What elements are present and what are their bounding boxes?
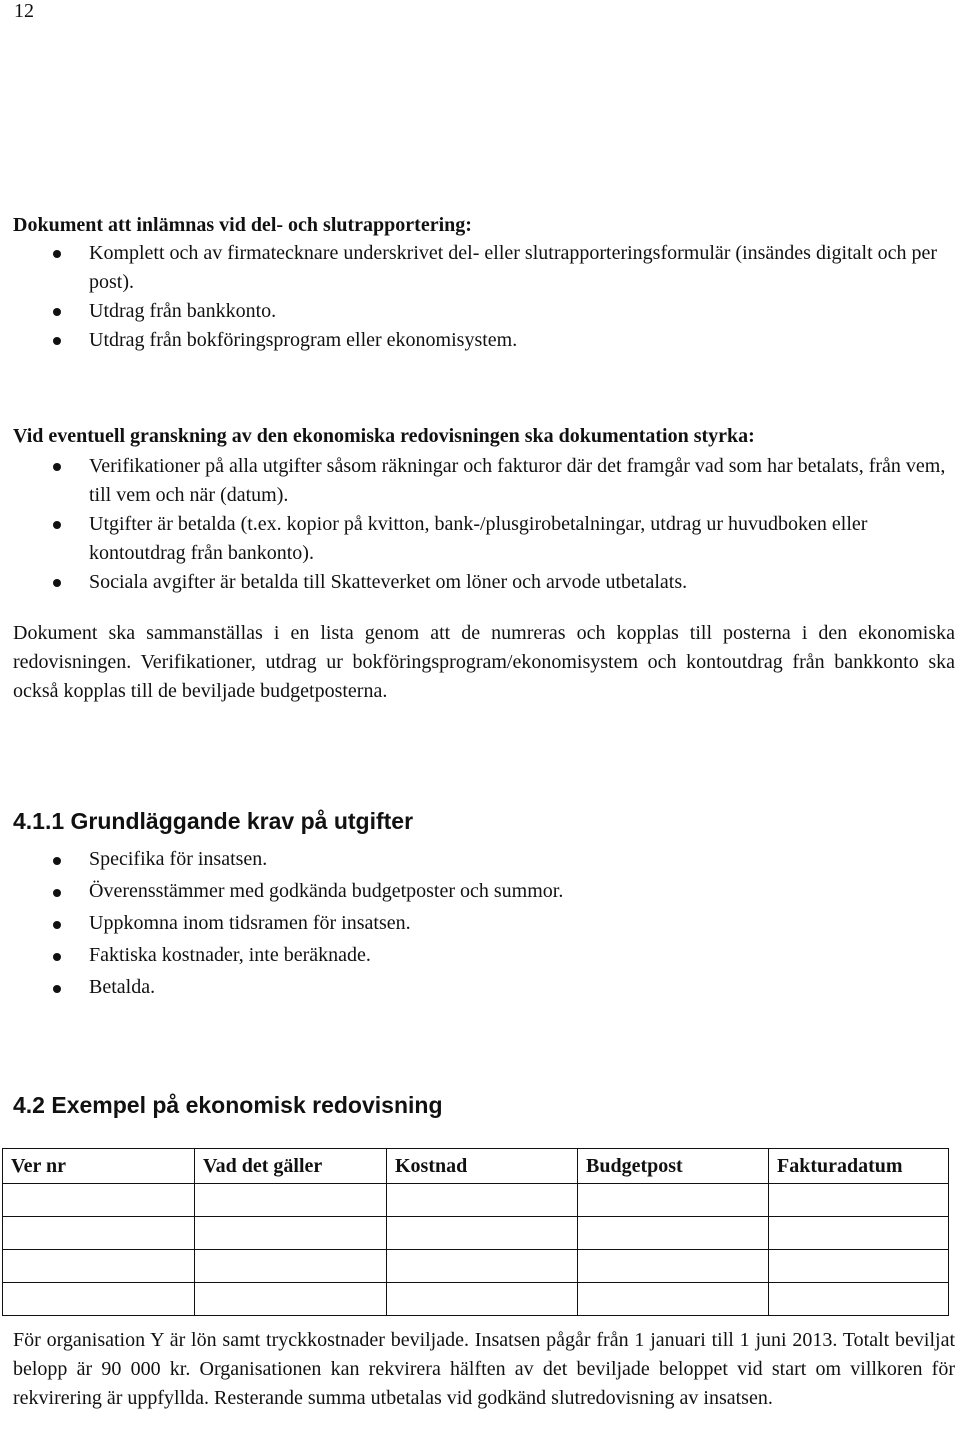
list-item: [13, 510, 955, 568]
list-item-text: Verifikationer på alla utgifter såsom räkningar och fakturor där det framgår vad som har betalats, från vem, till vem och när (datum).: [89, 455, 946, 506]
table-cell: [578, 1184, 769, 1217]
bullet-icon: [53, 889, 61, 897]
bullet-icon: [53, 337, 61, 345]
review-section: [13, 424, 955, 706]
review-list: [13, 452, 955, 597]
bullet-icon: [53, 463, 61, 471]
column-header: Fakturadatum: [769, 1149, 949, 1184]
list-item-text: Komplett och av firmatecknare underskrivet del- eller slutrapporteringsformulär (insändes digitalt och per post).: [89, 242, 938, 293]
bullet-icon: [53, 985, 61, 993]
bullet-icon: [53, 953, 61, 961]
list-item-text: Specifika för insatsen.: [89, 848, 268, 870]
table-cell: [578, 1217, 769, 1250]
column-header: Ver nr: [3, 1149, 195, 1184]
list-item: [13, 568, 955, 597]
docs-heading: Dokument att inlämnas vid del- och slutrapportering:: [13, 214, 472, 236]
list-item: [13, 846, 955, 873]
table-cell: [578, 1250, 769, 1283]
bullet-icon: [53, 308, 61, 316]
table-header-row: [3, 1149, 949, 1184]
example-paragraph-wrap: [13, 1326, 955, 1413]
list-item-text: Överensstämmer med godkända budgetposter och summor.: [89, 880, 564, 902]
docs-section: [13, 213, 955, 355]
docs-list: [13, 239, 955, 355]
table-cell: [387, 1250, 578, 1283]
table-row: [3, 1250, 949, 1283]
table-cell: [769, 1217, 949, 1250]
list-item-text: Utdrag från bankkonto.: [89, 300, 277, 322]
table-cell: [387, 1217, 578, 1250]
bullet-icon: [53, 250, 61, 258]
bullet-icon: [53, 579, 61, 587]
table-cell: [195, 1217, 387, 1250]
section-42: [13, 1092, 955, 1118]
list-item-text: Betalda.: [89, 976, 156, 998]
table-cell: [769, 1184, 949, 1217]
list-item-text: Uppkomna inom tidsramen för insatsen.: [89, 912, 411, 934]
example-table-wrap: [2, 1148, 949, 1316]
table-cell: [195, 1184, 387, 1217]
requirements-list: [13, 846, 955, 1001]
section-411-heading: 4.1.1 Grundläggande krav på utgifter: [13, 808, 414, 834]
list-item: [13, 910, 955, 937]
list-item-text: Utdrag från bokföringsprogram eller ekonomisystem.: [89, 329, 518, 351]
review-heading: Vid eventuell granskning av den ekonomiska redovisningen ska dokumentation styrka:: [13, 425, 755, 447]
section-42-heading: 4.2 Exempel på ekonomisk redovisning: [13, 1092, 443, 1118]
table-row: [3, 1184, 949, 1217]
table-cell: [769, 1250, 949, 1283]
bullet-icon: [53, 521, 61, 529]
bullet-icon: [53, 921, 61, 929]
table-cell: [195, 1250, 387, 1283]
list-item: [13, 326, 955, 355]
list-item: [13, 878, 955, 905]
list-item-text: Sociala avgifter är betalda till Skatteverket om löner och arvode utbetalats.: [89, 571, 688, 593]
list-item-text: Utgifter är betalda (t.ex. kopior på kvitton, bank-/plusgirobetalningar, utdrag ur huvudboken eller kontoutdrag från bankonto).: [89, 513, 868, 564]
table-cell: [387, 1283, 578, 1316]
list-item: [13, 942, 955, 969]
list-item-text: Faktiska kostnader, inte beräknade.: [89, 944, 371, 966]
table-cell: [195, 1283, 387, 1316]
table-cell: [3, 1250, 195, 1283]
table-cell: [387, 1184, 578, 1217]
example-table: [2, 1148, 949, 1316]
list-item: [13, 974, 955, 1001]
list-item: [13, 297, 955, 326]
section-411: [13, 808, 955, 1001]
table-cell: [3, 1283, 195, 1316]
column-header: Budgetpost: [578, 1149, 769, 1184]
table-cell: [3, 1217, 195, 1250]
table-row: [3, 1283, 949, 1316]
column-header: Vad det gäller: [195, 1149, 387, 1184]
table-cell: [769, 1283, 949, 1316]
bullet-icon: [53, 857, 61, 865]
table-cell: [578, 1283, 769, 1316]
review-paragraph: Dokument ska sammanställas i en lista genom att de numreras och kopplas till posterna i den ekonomiska redovisningen. Verifikationer, utdrag ur bokföringsprogram/ekonomisystem och kontoutdrag från bankkonto ska också kopplas till de beviljade budgetposterna.: [13, 622, 955, 702]
column-header: Kostnad: [387, 1149, 578, 1184]
list-item: [13, 239, 955, 297]
page-number: 12: [14, 0, 34, 22]
example-paragraph: För organisation Y är lön samt tryckkostnader beviljade. Insatsen pågår från 1 januari till 1 juni 2013. Totalt beviljat belopp är 90 000 kr. Organisationen kan rekvirera hälften av det beviljade beloppet vid start om villkoren för rekvirering är uppfyllda. Resterande summa utbetalas vid godkänd slutredovisning av insatsen.: [13, 1329, 955, 1409]
table-row: [3, 1217, 949, 1250]
list-item: [13, 452, 955, 510]
table-cell: [3, 1184, 195, 1217]
